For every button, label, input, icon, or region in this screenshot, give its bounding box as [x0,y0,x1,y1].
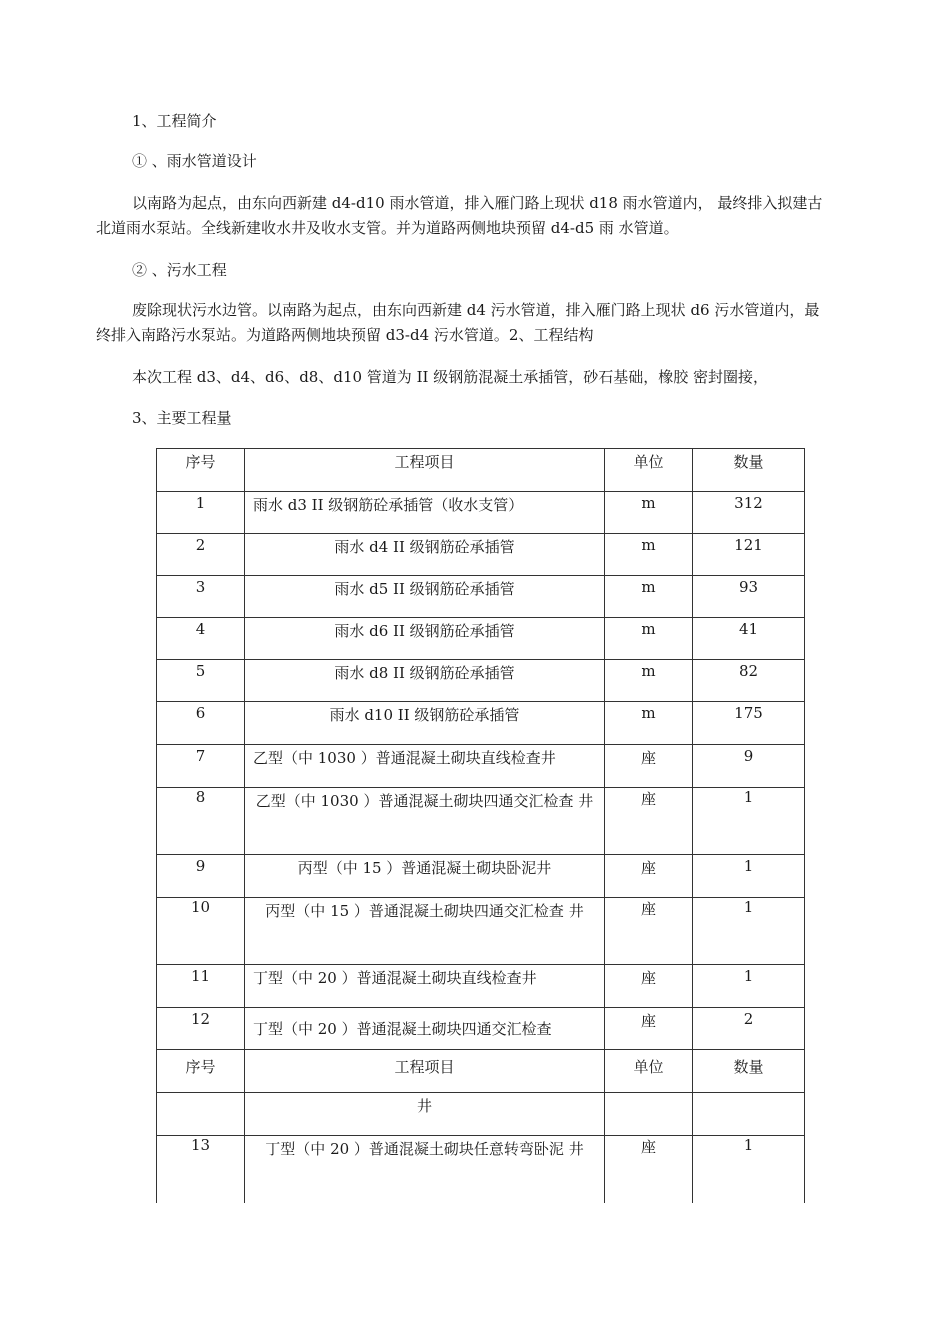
table-row [157,788,805,855]
row-item: 丙型（中 15 ）普通混凝土砌块四通交汇检查 井 [245,898,605,965]
row-qty: 1 [693,855,805,898]
row-unit: m [605,576,693,618]
row-no: 7 [157,745,245,788]
row-unit [605,1093,693,1136]
row-no: 9 [157,855,245,898]
row-unit: 座 [605,745,693,788]
row-no [157,1093,245,1136]
row-no: 10 [157,898,245,965]
row-no: 13 [157,1136,245,1203]
table-row [157,576,805,618]
row-qty: 9 [693,745,805,788]
row-qty: 82 [693,660,805,702]
row-qty: 1 [693,898,805,965]
table-row [157,534,805,576]
row-qty: 1 [693,1136,805,1203]
row-unit: 座 [605,1008,693,1050]
row-unit: m [605,534,693,576]
row-no: 2 [157,534,245,576]
row-unit: m [605,702,693,745]
row-unit: 座 [605,788,693,855]
table-row [157,618,805,660]
header-item: 工程项目 [245,449,605,492]
row-no: 11 [157,965,245,1008]
row-qty: 41 [693,618,805,660]
sewage-paragraph-line-1: 废除现状污水边管。以南路为起点，由东向西新建 d4 污水管道，排入雁门路上现状 d6 污水管道内，最 [132,301,820,319]
row-no: 1 [157,492,245,534]
row-item: 雨水 d6 II 级钢筋砼承插管 [245,618,605,660]
row-qty: 2 [693,1008,805,1050]
row-qty [693,1093,805,1136]
table-header-row [157,449,805,492]
row-unit: 座 [605,965,693,1008]
section-heading-rain: ① 、雨水管道设计 [132,152,257,170]
row-item: 雨水 d3 II 级钢筋砼承插管（收水支管） [245,492,605,534]
row-no: 3 [157,576,245,618]
table-row [157,745,805,788]
row-qty: 1 [693,788,805,855]
header-no: 序号 [157,449,245,492]
row-item: 丁型（中 20 ）普通混凝土砌块四通交汇检查 [245,1008,605,1050]
table-row [157,1008,805,1050]
row-no: 8 [157,788,245,855]
table-row [157,855,805,898]
row-unit: m [605,492,693,534]
rain-paragraph-line-2: 北道雨水泵站。全线新建收水井及收水支管。并为道路两侧地块预留 d4-d5 雨 水管道。 [96,219,679,237]
row-qty: 1 [693,965,805,1008]
section-heading-sewage: ② 、污水工程 [132,261,227,279]
table-header-row-continued [157,1050,805,1093]
row-qty: 312 [693,492,805,534]
row-no: 12 [157,1008,245,1050]
row-no: 4 [157,618,245,660]
row-unit: m [605,618,693,660]
row-item: 雨水 d10 II 级钢筋砼承插管 [245,702,605,745]
row-no: 6 [157,702,245,745]
row-unit: 座 [605,855,693,898]
row-item: 雨水 d4 II 级钢筋砼承插管 [245,534,605,576]
row-unit: 座 [605,1136,693,1203]
row-item: 丙型（中 15 ）普通混凝土砌块卧泥井 [245,855,605,898]
quantity-table [156,448,805,1203]
row-qty: 175 [693,702,805,745]
row-item: 乙型（中 1030 ）普通混凝土砌块四通交汇检查 井 [245,788,605,855]
section-heading-intro: 1、工程简介 [132,112,217,130]
row-qty: 93 [693,576,805,618]
sewage-paragraph-line-2: 终排入南路污水泵站。为道路两侧地块预留 d3-d4 污水管道。2、工程结构 [96,326,594,344]
header-unit: 单位 [605,1050,693,1093]
header-no: 序号 [157,1050,245,1093]
structure-paragraph: 本次工程 d3、d4、d6、d8、d10 管道为 II 级钢筋混凝土承插管，砂石基础，橡胶 密封圈接， [132,368,768,386]
row-item-fragment: 井 [245,1093,605,1136]
row-qty: 121 [693,534,805,576]
header-unit: 单位 [605,449,693,492]
table-row [157,1136,805,1203]
header-item: 工程项目 [245,1050,605,1093]
rain-paragraph-line-1: 以南路为起点，由东向西新建 d4-d10 雨水管道，排入雁门路上现状 d18 雨水管道内， 最终排入拟建古 [132,194,823,212]
table-row [157,965,805,1008]
row-unit: m [605,660,693,702]
row-unit: 座 [605,898,693,965]
table-row-continuation [157,1093,805,1136]
table-row [157,660,805,702]
table-row [157,898,805,965]
row-item: 雨水 d8 II 级钢筋砼承插管 [245,660,605,702]
row-item: 雨水 d5 II 级钢筋砼承插管 [245,576,605,618]
table-row [157,702,805,745]
row-item: 丁型（中 20 ）普通混凝土砌块任意转弯卧泥 井 [245,1136,605,1203]
table-row [157,492,805,534]
row-item: 乙型（中 1030 ）普通混凝土砌块直线检查井 [245,745,605,788]
header-qty: 数量 [693,1050,805,1093]
row-no: 5 [157,660,245,702]
section-heading-quantity: 3、主要工程量 [132,409,232,427]
header-qty: 数量 [693,449,805,492]
row-item: 丁型（中 20 ）普通混凝土砌块直线检查井 [245,965,605,1008]
